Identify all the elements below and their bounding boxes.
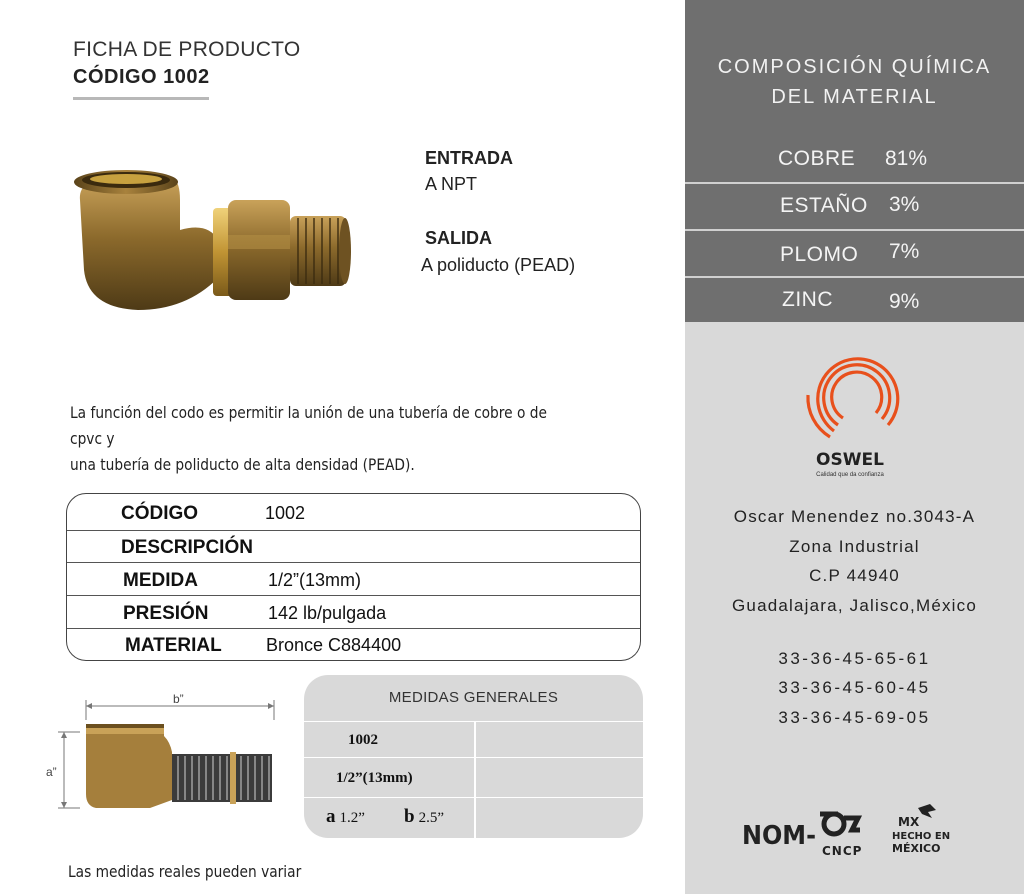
spec-row-description [67, 531, 640, 563]
element-name: COBRE [778, 147, 856, 170]
composition-title [685, 52, 1024, 112]
phone-number: 33-36-45-60-45 [778, 678, 931, 697]
brand-name: OSWEL [816, 450, 884, 470]
element-percent: 3% [889, 193, 920, 216]
eagle-icon [918, 804, 936, 818]
outlet-heading: SALIDA [425, 228, 492, 248]
element-name: ESTAÑO [780, 194, 868, 217]
address-city: Guadalajara, Jalisco,México [732, 596, 977, 615]
footer-note: Las medidas reales pueden variar [68, 862, 302, 881]
nom-mark: NOM- [742, 821, 816, 851]
spec-value: 1/2”(13mm) [268, 570, 362, 590]
spec-row-size [67, 563, 640, 596]
element-name: PLOMO [780, 243, 859, 266]
cncp-label: CNCP [822, 844, 863, 858]
spec-label: CÓDIGO [121, 503, 199, 524]
general-size: 1/2”(13mm) [336, 770, 413, 786]
spec-label: PRESIÓN [123, 603, 209, 624]
element-percent: 7% [889, 240, 920, 263]
cncp-icon [820, 814, 860, 834]
composition-title-line: COMPOSICIÓN QUÍMICA [717, 56, 992, 78]
b-dimension-label: b” [173, 692, 184, 706]
composition-row-copper [685, 136, 1024, 178]
element-percent: 9% [889, 290, 920, 313]
composition-row-zinc [685, 276, 1024, 318]
spec-value: Bronce C884400 [266, 635, 402, 655]
title-underline [73, 97, 209, 100]
hecho-en-label: HECHO EN [892, 831, 951, 842]
dimension-a-letter: a [326, 806, 336, 827]
composition-row-tin [685, 182, 1024, 224]
dimension-a-value: 1.2” [339, 810, 365, 826]
spec-label: MATERIAL [125, 635, 222, 656]
element-name: ZINC [782, 288, 833, 311]
address-street: Oscar Menendez no.3043-A [733, 507, 976, 526]
certification-marks [740, 800, 970, 860]
phone-number: 33-36-45-69-05 [778, 708, 931, 727]
general-measures-box [304, 675, 643, 838]
composition-row-lead [685, 229, 1024, 271]
address-postal-code: C.P 44940 [809, 566, 900, 585]
composition-title-line: DEL MATERIAL [771, 86, 938, 108]
inlet-value: A NPT [425, 174, 478, 194]
spec-label: MEDIDA [123, 570, 198, 591]
a-dimension-label: a” [46, 765, 57, 779]
column-divider [474, 721, 476, 838]
sheet-title: FICHA DE PRODUCTO [73, 38, 301, 61]
phone-number: 33-36-45-65-61 [778, 649, 931, 668]
element-percent: 81% [885, 147, 928, 170]
inlet-heading: ENTRADA [425, 148, 513, 168]
outlet-value: A poliducto (PEAD) [421, 255, 576, 275]
product-photo [68, 160, 353, 320]
description-line: La función del codo es permitir la unión de una tubería de cobre o de cpvc y [70, 403, 547, 448]
spec-value: 1002 [265, 503, 306, 523]
general-measures-title: MEDIDAS GENERALES [388, 689, 559, 706]
product-code-heading: CÓDIGO 1002 [73, 66, 210, 88]
general-code: 1002 [348, 732, 378, 748]
dimension-b-letter: b [404, 806, 415, 827]
dimension-b-value: 2.5” [418, 810, 444, 826]
spec-table [66, 493, 641, 661]
mexico-label: MÉXICO [892, 842, 941, 855]
dimension-diagram [40, 690, 300, 820]
spec-row-material [67, 629, 640, 661]
dimension-a [326, 806, 365, 828]
mx-label: MX [898, 815, 920, 829]
brand-tagline: Calidad que da confianza [816, 472, 884, 478]
address-zone: Zona Industrial [789, 537, 920, 556]
product-description [70, 400, 569, 478]
description-line: una tubería de poliducto de alta densidad (PEAD). [70, 455, 415, 474]
spec-value: 142 lb/pulgada [268, 603, 387, 623]
oswel-logo [790, 345, 910, 485]
spec-row-pressure [67, 596, 640, 629]
dimension-b [404, 806, 444, 828]
spec-row-code [67, 494, 640, 531]
spec-label: DESCRIPCIÓN [121, 537, 253, 558]
